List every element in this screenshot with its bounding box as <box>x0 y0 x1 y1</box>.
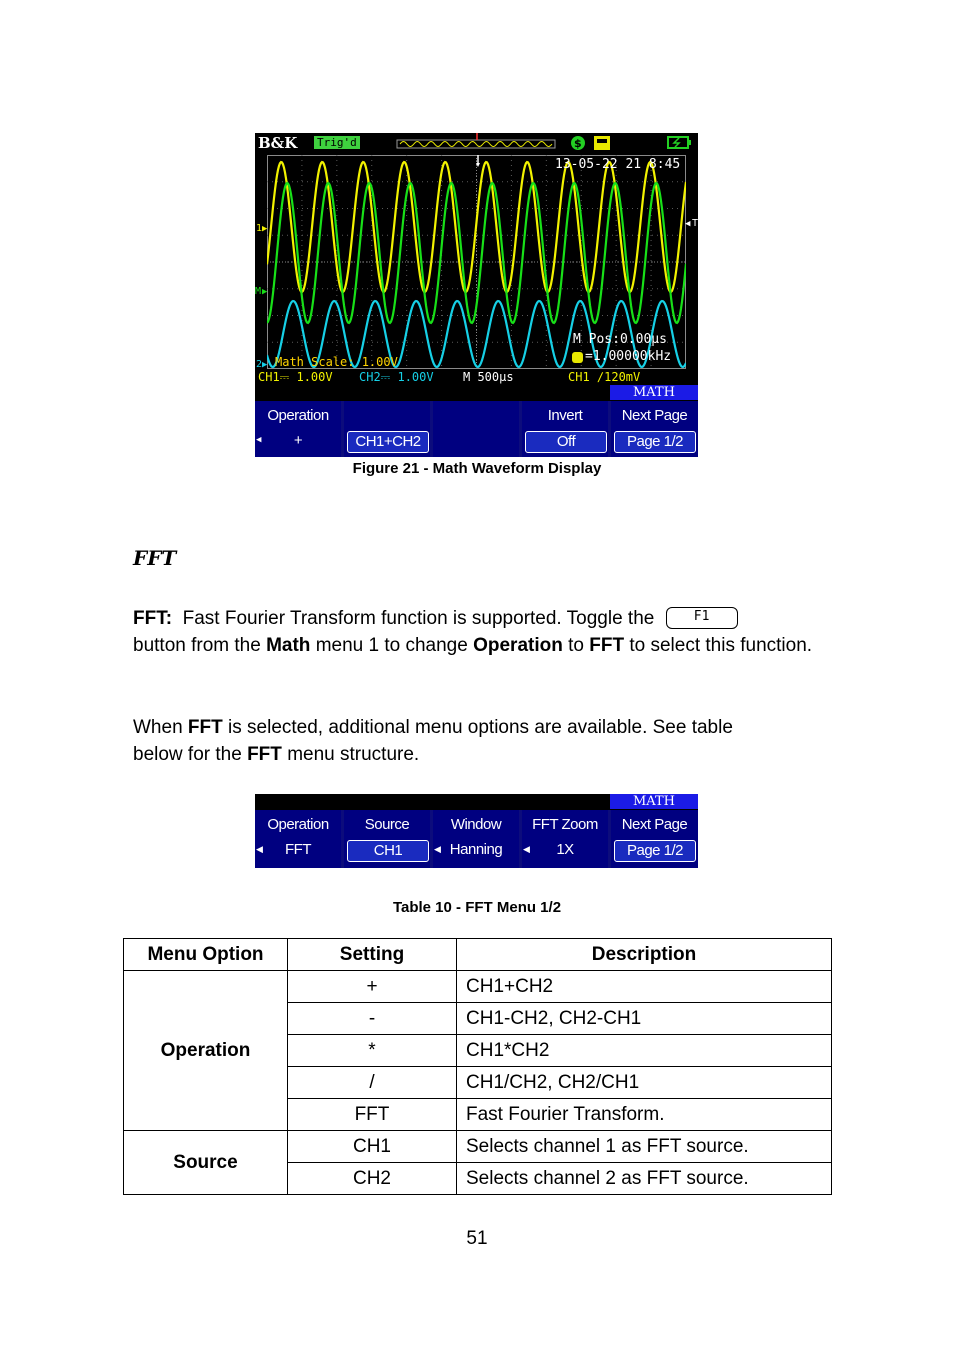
fft-menu-table <box>123 938 832 1195</box>
f1-key-icon: F1 <box>666 607 738 629</box>
ch2-scale: CH2⎓ 1.00V <box>359 370 434 384</box>
softkey-menu <box>255 401 698 457</box>
softkey-operation[interactable] <box>255 401 341 457</box>
para-text: menu structure. <box>287 744 420 765</box>
description-cell: CH1/CH2, CH2/CH1 <box>457 1067 832 1099</box>
description-cell: Fast Fourier Transform. <box>457 1099 832 1131</box>
description-cell: Selects channel 1 as FFT source. <box>457 1131 832 1163</box>
setting-cell: / <box>288 1067 457 1099</box>
math-marker: M <box>255 286 262 297</box>
table-row <box>124 971 832 1003</box>
date-time: 13-05-22 21 8:45 <box>555 157 681 172</box>
para-text: to <box>568 635 584 656</box>
softkey-value: Page 1/2 <box>614 431 696 453</box>
page-number: 51 <box>466 1228 488 1249</box>
softkey-title: Operation <box>267 816 329 833</box>
softkey-invert[interactable] <box>522 401 608 457</box>
setting-cell: - <box>288 1003 457 1035</box>
brand-logo: B&K <box>258 134 298 152</box>
table-caption: Table 10 - FFT Menu 1/2 <box>392 899 562 916</box>
menu-title: MATH <box>610 794 698 809</box>
left-arrow-icon: ◀ <box>434 844 441 854</box>
timebase: M 500µs <box>463 370 514 384</box>
frequency-icon <box>572 352 583 363</box>
scope-top-bar <box>255 133 698 155</box>
fft-selected-paragraph <box>133 714 783 768</box>
math-marker-arrow: ▶ <box>262 287 268 297</box>
softkey-value: + <box>293 432 303 449</box>
softkey-value: Page 1/2 <box>614 840 696 862</box>
operation-term: Operation <box>473 635 563 656</box>
section-title: FFT <box>133 546 177 570</box>
softkey-menu <box>255 810 698 868</box>
math-waveform-screenshot <box>255 133 698 457</box>
para-text: menu 1 to change <box>315 635 468 656</box>
header-description: Description <box>457 939 832 971</box>
description-cell: CH1+CH2 <box>457 971 832 1003</box>
softkey-window[interactable] <box>433 810 519 868</box>
left-arrow-icon: ◀ <box>256 844 263 854</box>
softkey-title: Next Page <box>621 816 688 833</box>
horizontal-position: M Pos:0.00µs <box>573 332 667 347</box>
fft-term: FFT <box>589 635 625 656</box>
table-header-row <box>124 939 832 971</box>
para-text: button from the <box>133 635 261 656</box>
para-text: is selected, additional menu options are available. See table below for the <box>133 717 733 765</box>
para-text: When <box>133 717 183 738</box>
option-operation: Operation <box>124 971 288 1131</box>
trigger-level-marker: T <box>692 218 698 229</box>
math-term: Math <box>266 635 311 656</box>
ch1-marker: 1 <box>256 223 263 234</box>
softkey-value: Hanning <box>449 841 503 858</box>
trigger-status: Trig'd <box>314 136 360 149</box>
figure-caption: Figure 21 - Math Waveform Display <box>352 460 602 477</box>
setting-cell: FFT <box>288 1099 457 1131</box>
description-cell: CH1-CH2, CH2-CH1 <box>457 1003 832 1035</box>
trigger-setting: CH1 ∕120mV <box>568 370 641 384</box>
softkey-fft-zoom[interactable] <box>522 810 608 868</box>
ch1-marker-arrow: ▶ <box>262 224 268 234</box>
softkey-title: Operation <box>267 407 329 424</box>
ch2-marker: 2 <box>256 359 263 370</box>
softkey-empty[interactable] <box>433 401 519 457</box>
setting-cell: + <box>288 971 457 1003</box>
softkey-value: 1X <box>556 841 574 858</box>
para-text: Fast Fourier Transform function is supported. Toggle the <box>182 608 655 629</box>
math-scale: Math Scale: 1.00V <box>275 355 398 369</box>
memory-wave <box>400 142 552 147</box>
softkey-next-page[interactable] <box>611 810 698 868</box>
fft-menu-screenshot <box>255 794 698 868</box>
softkey-value: CH1+CH2 <box>347 431 429 453</box>
fft-label: FFT: <box>133 608 173 629</box>
left-arrow-icon: ◀ <box>523 844 530 854</box>
table-row <box>124 1131 832 1163</box>
fft-term: FFT <box>187 717 223 738</box>
setting-cell: CH1 <box>288 1131 457 1163</box>
softkey-title: Next Page <box>621 407 688 424</box>
trigger-level-arrow: ◀ <box>685 219 691 229</box>
fft-paragraph <box>133 605 823 659</box>
ch1-scale: CH1⎓ 1.00V <box>258 370 333 384</box>
softkey-source-combo[interactable] <box>344 401 430 457</box>
header-setting: Setting <box>288 939 457 971</box>
softkey-value: Off <box>525 431 607 453</box>
fft-term: FFT <box>247 744 282 765</box>
softkey-next-page[interactable] <box>611 401 698 457</box>
status-bar <box>255 369 698 385</box>
softkey-title: Invert <box>547 407 583 424</box>
softkey-value: CH1 <box>347 840 429 862</box>
description-cell: Selects channel 2 as FFT source. <box>457 1163 832 1195</box>
option-source: Source <box>124 1131 288 1195</box>
softkey-operation[interactable] <box>255 810 341 868</box>
description-cell: CH1*CH2 <box>457 1035 832 1067</box>
para-text: to select this function. <box>629 635 813 656</box>
setting-cell: CH2 <box>288 1163 457 1195</box>
top-bar-icons <box>255 133 698 155</box>
ch2-marker-arrow: ▶ <box>262 360 268 370</box>
svg-text:$: $ <box>574 137 582 150</box>
softkey-source[interactable] <box>344 810 430 868</box>
header-menu-option: Menu Option <box>124 939 288 971</box>
left-arrow-icon: ◀ <box>256 435 262 445</box>
menu-title: MATH <box>610 385 698 400</box>
softkey-value: FFT <box>285 841 311 858</box>
setting-cell: * <box>288 1035 457 1067</box>
softkey-title: FFT Zoom <box>532 816 598 833</box>
softkey-title: Window <box>450 816 502 833</box>
softkey-title: Source <box>364 816 410 833</box>
frequency-readout: =1.00000kHz <box>585 349 672 364</box>
